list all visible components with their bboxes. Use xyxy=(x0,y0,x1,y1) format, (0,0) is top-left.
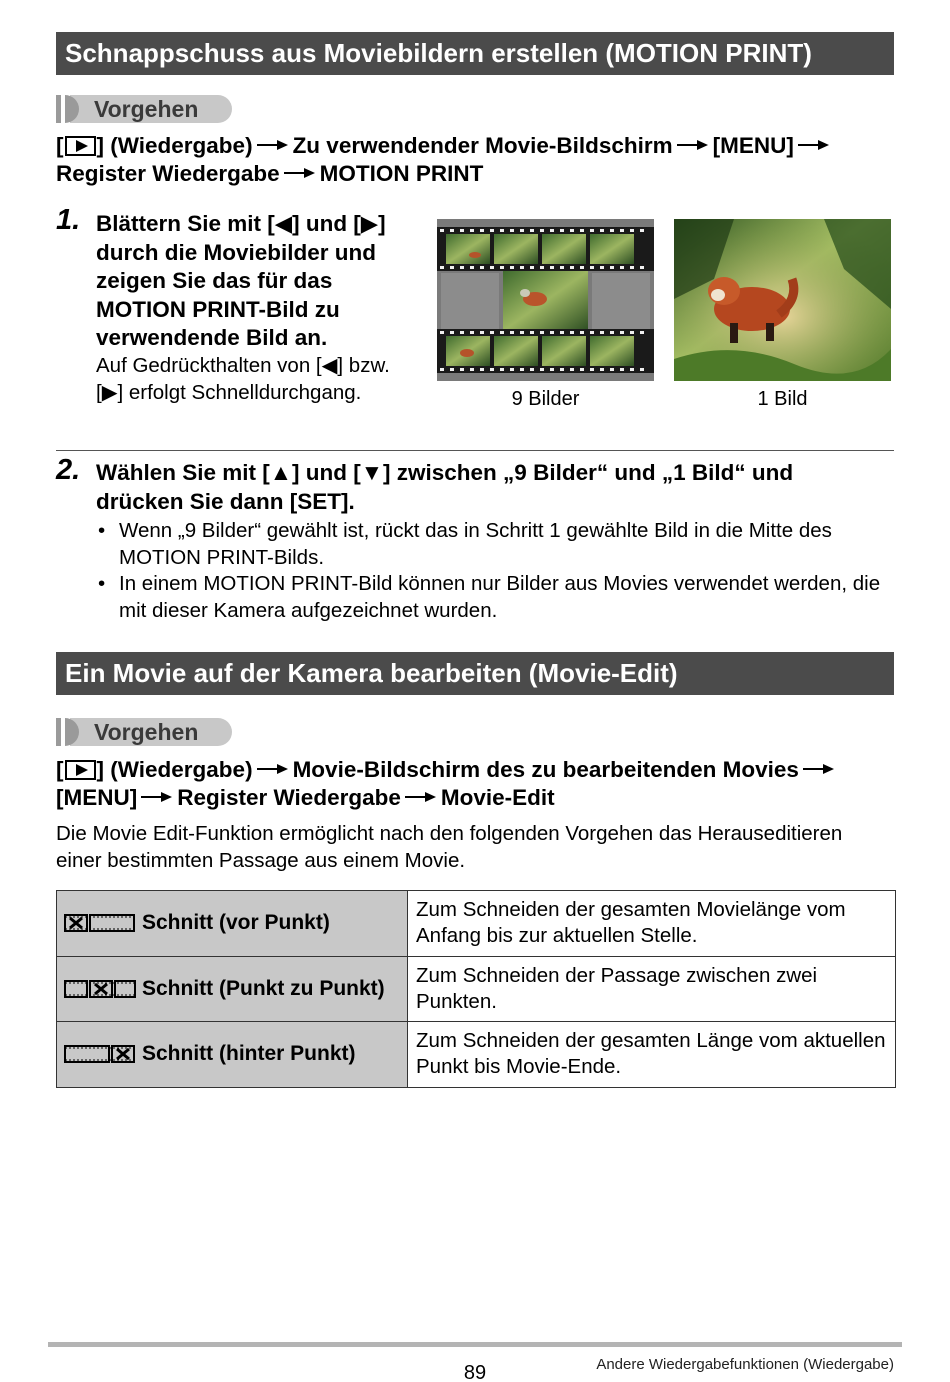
vorgehen-label: Vorgehen xyxy=(94,96,199,122)
path-step: Zu verwendender Movie-Bildschirm xyxy=(292,133,673,158)
bullet-item: • Wenn „9 Bilder“ gewählt ist, rückt das in Schritt 1 gewählte Bild in die Mitte des MOTION PRINT-Bilds. xyxy=(96,518,896,571)
divider xyxy=(56,450,894,451)
table-value: Zum Schneiden der gesamten Länge vom aktuellen Punkt bis Movie-Ende. xyxy=(408,1022,896,1088)
step-heading: Blättern Sie mit [◀] und [▶] durch die Moviebilder und zeigen Sie das für das MOTION PRINT-Bild zu verwendende Bild an. xyxy=(96,211,386,350)
footer-rule xyxy=(48,1342,902,1347)
vorgehen-badge xyxy=(56,95,232,123)
nine-frames-image xyxy=(437,219,654,381)
arrow-icon xyxy=(141,791,173,803)
caption-nine-frames: 9 Bilder xyxy=(511,388,580,410)
vorgehen-label: Vorgehen xyxy=(94,719,199,745)
path-step: [MENU] xyxy=(56,785,138,810)
row-label: Schnitt (Punkt zu Punkt) xyxy=(142,976,385,1000)
arrow-icon xyxy=(284,167,316,179)
arrow-icon xyxy=(257,763,289,775)
chapter-label: Andere Wiedergabefunktionen (Wiedergabe) xyxy=(596,1356,894,1373)
movie-edit-table xyxy=(56,890,896,1088)
table-key xyxy=(57,1022,408,1088)
page-number: 89 xyxy=(463,1362,487,1382)
section-title-movie-edit: Ein Movie auf der Kamera bearbeiten (Movie-Edit) xyxy=(56,652,894,695)
path-step: MOTION PRINT xyxy=(319,161,484,186)
step-body: Auf Gedrückthalten von [◀] bzw. [▶] erfolgt Schnelldurchgang. xyxy=(96,354,390,404)
step-heading: Wählen Sie mit [▲] und [▼] zwischen „9 Bilder“ und „1 Bild“ und drücken Sie dann [SET]. xyxy=(96,460,794,514)
path-step: ] (Wiedergabe) xyxy=(96,757,253,782)
arrow-icon xyxy=(405,791,437,803)
path-step: Register Wiedergabe xyxy=(56,161,280,186)
path-step: Movie-Edit xyxy=(440,785,555,810)
table-row xyxy=(57,891,896,957)
step-number: 2. xyxy=(56,454,81,486)
path-step: ] (Wiedergabe) xyxy=(96,133,253,158)
single-frame-image xyxy=(674,219,891,381)
procedure-path: [ ] (Wiedergabe) Zu verwendender Movie-Bildschirm [MENU] Register Wiedergabe MOTION PRINT xyxy=(56,132,896,188)
arrow-icon xyxy=(803,763,835,775)
arrow-icon xyxy=(798,139,830,151)
procedure-path: [ ] (Wiedergabe) Movie-Bildschirm des zu bearbeitenden Movies [MENU] Register Wiedergabe Movie-Edit xyxy=(56,756,896,812)
table-value: Zum Schneiden der gesamten Movielänge vom Anfang bis zur aktuellen Stelle. xyxy=(408,891,896,957)
cut-before-icon xyxy=(64,914,136,932)
cut-after-icon xyxy=(64,1045,136,1063)
row-label: Schnitt (hinter Punkt) xyxy=(142,1042,356,1066)
cut-between-icon xyxy=(64,980,136,998)
caption-single-frame: 1 Bild xyxy=(757,388,808,410)
path-step: Register Wiedergabe xyxy=(177,785,401,810)
path-step: [MENU] xyxy=(712,133,794,158)
table-row xyxy=(57,1022,896,1088)
table-key xyxy=(57,891,408,957)
row-label: Schnitt (vor Punkt) xyxy=(142,911,330,935)
bullet-item: • In einem MOTION PRINT-Bild können nur Bilder aus Movies verwendet werden, die mit dieser Kamera aufgezeichnet wurden. xyxy=(96,571,896,624)
vorgehen-badge xyxy=(56,718,232,746)
arrow-icon xyxy=(677,139,709,151)
intro-paragraph: Die Movie Edit-Funktion ermöglicht nach den folgenden Vorgehen das Herauseditieren einer bestimmten Passage aus einem Movie. xyxy=(56,822,843,872)
table-value: Zum Schneiden der Passage zwischen zwei Punkten. xyxy=(408,956,896,1022)
step-number: 1. xyxy=(56,204,81,236)
table-row xyxy=(57,956,896,1022)
step-bullets xyxy=(96,518,896,624)
play-icon xyxy=(65,136,96,156)
play-icon xyxy=(65,760,96,780)
arrow-icon xyxy=(257,139,289,151)
path-step: Movie-Bildschirm des zu bearbeitenden Movies xyxy=(292,757,799,782)
section-title-motion-print: Schnappschuss aus Moviebildern erstellen (MOTION PRINT) xyxy=(56,32,894,75)
table-key xyxy=(57,956,408,1022)
